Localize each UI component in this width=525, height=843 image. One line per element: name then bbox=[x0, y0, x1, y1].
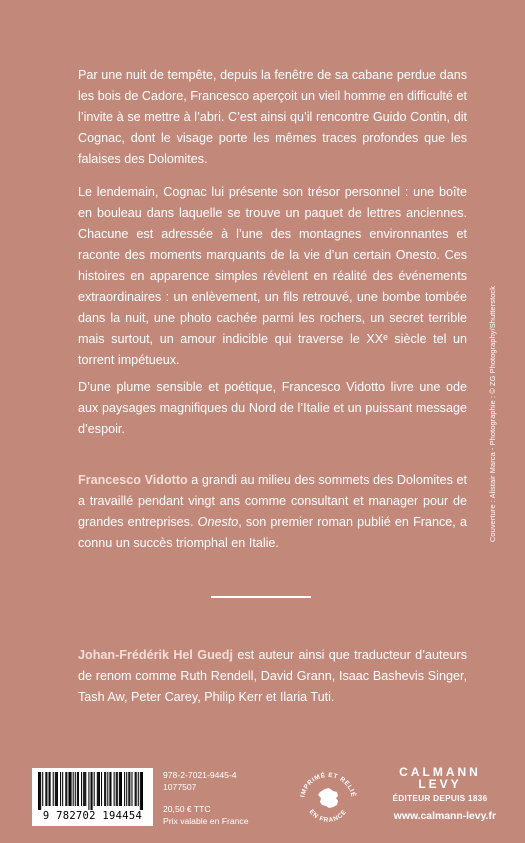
barcode-bar bbox=[83, 772, 84, 806]
barcode-bar bbox=[109, 772, 110, 806]
made-in-france-stamp bbox=[296, 767, 360, 831]
barcode-bar bbox=[128, 772, 129, 806]
barcode-bar bbox=[55, 772, 56, 806]
summary-paragraph-3 bbox=[78, 377, 467, 440]
isbn-block bbox=[163, 769, 237, 793]
barcode-bar bbox=[136, 772, 137, 806]
price-block bbox=[163, 803, 249, 827]
price-note: Prix valable en France bbox=[163, 816, 249, 826]
barcode-bar bbox=[126, 772, 127, 806]
barcode-bar bbox=[45, 772, 46, 806]
barcode-bar bbox=[73, 772, 74, 806]
book-title: Onesto bbox=[197, 515, 239, 529]
barcode-bar bbox=[68, 772, 69, 806]
barcode-bar bbox=[75, 772, 76, 806]
barcode-bar bbox=[101, 772, 102, 806]
barcode-bar bbox=[104, 772, 105, 806]
cover-credit: Couverture : Alistair Marca - Photographie : © ZG Photography/Shutterstock bbox=[488, 285, 497, 542]
barcode bbox=[32, 768, 153, 826]
isbn-number: 978-2-7021-9445-4 bbox=[163, 770, 237, 780]
barcode-bar bbox=[65, 772, 66, 806]
barcode-bar bbox=[53, 772, 54, 806]
translator-name: Johan-Frédérik Hel Guedj bbox=[78, 648, 233, 662]
stamp-top-text: IMPRIMÉ ET RELIÉ bbox=[299, 771, 357, 798]
summary-text-1: Par une nuit de tempête, depuis la fenêtre de sa cabane perdue dans les bois de Cadore, Francesco aperçoit un vieil homme en difficulté et l’invite à se mettre à l’abri. C’est ainsi qu’il rencontre Guido Contin, dit Cognac, dont le visage porte les mêmes traces profondes que les falaises des Dolomites. bbox=[78, 68, 467, 166]
barcode-bar bbox=[129, 772, 130, 806]
barcode-bar bbox=[119, 772, 120, 806]
barcode-bar bbox=[42, 772, 43, 806]
barcode-bar bbox=[71, 772, 72, 806]
summary-paragraph-2 bbox=[78, 182, 467, 371]
barcode-bar bbox=[107, 772, 108, 806]
author-name: Francesco Vidotto bbox=[78, 473, 188, 487]
product-code: 1077507 bbox=[163, 782, 197, 792]
barcode-bar bbox=[91, 772, 92, 810]
barcode-bar bbox=[94, 772, 95, 806]
price-amount: 20,50 € TTC bbox=[163, 804, 211, 814]
barcode-bar bbox=[78, 772, 79, 806]
section-divider bbox=[211, 596, 311, 598]
barcode-bar bbox=[88, 772, 89, 810]
barcode-bar bbox=[81, 772, 82, 806]
barcode-bar bbox=[105, 772, 106, 806]
publisher-since: ÉDITEUR DEPUIS 1836 bbox=[392, 794, 488, 803]
barcode-bar bbox=[114, 772, 115, 806]
barcode-bar bbox=[84, 772, 85, 806]
barcode-bar bbox=[97, 772, 98, 806]
barcode-bar bbox=[92, 772, 93, 810]
stamp-bottom-text: EN FRANCE bbox=[307, 808, 349, 824]
publisher-name-line1: CALMANN bbox=[399, 765, 481, 779]
barcode-bar bbox=[60, 772, 61, 806]
summary-text-2: Le lendemain, Cognac lui présente son trésor personnel : une boîte en bouleau dans laquelle se trouve un paquet de lettres anciennes. Chacune est adressée à l’une des montagnes environnantes et raconte des moments marquants de la vie d’un certain Onesto. Ces histoires en apparence simples révèlent en réalité des événements extraordinaires : un enlèvement, un fils retrouvé, une bombe tombée dans la nuit, une photo cachée parmi les rochers, un secret terrible mais surtout, un amour indicible qui traverse le XXᵉ siècle tel un torrent impétueux. bbox=[78, 185, 467, 367]
barcode-bar bbox=[66, 772, 67, 806]
barcode-bar bbox=[85, 772, 86, 806]
translator-bio-rest: est auteur ainsi que traducteur d’auteurs de renom comme Ruth Rendell, David Grann, Isaac Bashevis Singer, Tash Aw, Peter Carey, Philip Kerr et Ilaria Tuti. bbox=[78, 648, 467, 704]
barcode-bar bbox=[120, 772, 121, 806]
publisher-name-line2: LEVY bbox=[418, 777, 462, 791]
summary-paragraph-1 bbox=[78, 65, 467, 170]
barcode-bar bbox=[141, 772, 142, 810]
author-bio bbox=[78, 470, 467, 554]
author-bio-text-a: a grandi au milieu des sommets des Dolomites et a travaillé pendant vingt ans comme consultant et manager pour de grandes entreprises. bbox=[78, 473, 467, 529]
france-map-icon bbox=[318, 788, 338, 808]
publisher-logo bbox=[384, 765, 496, 803]
publisher-url: www.calmann-levy.fr bbox=[393, 811, 496, 822]
barcode-bar bbox=[98, 772, 99, 806]
barcode-bar bbox=[49, 772, 50, 806]
author-bio-text-b: , son premier roman publié en France, a connu un succès triomphal en Italie. bbox=[78, 515, 467, 550]
barcode-bar bbox=[70, 772, 71, 806]
barcode-bar bbox=[46, 772, 47, 806]
barcode-bar bbox=[131, 772, 132, 806]
barcode-bar bbox=[117, 772, 118, 806]
barcode-bar bbox=[135, 772, 136, 806]
barcode-bar bbox=[40, 772, 41, 810]
barcode-bar bbox=[138, 772, 139, 806]
barcode-bar bbox=[57, 772, 58, 806]
barcode-bar bbox=[116, 772, 117, 806]
barcode-bar bbox=[121, 772, 122, 806]
barcode-bar bbox=[124, 772, 125, 806]
barcode-bar bbox=[39, 772, 40, 810]
barcode-bar bbox=[140, 772, 141, 810]
svg-text:EN FRANCE bbox=[308, 808, 349, 824]
author-bio-text bbox=[78, 470, 467, 554]
barcode-bars bbox=[38, 772, 147, 810]
barcode-bar bbox=[62, 772, 63, 806]
barcode-bar bbox=[56, 772, 57, 806]
barcode-bar bbox=[77, 772, 78, 806]
barcode-bar bbox=[110, 772, 111, 806]
barcode-digits: 9 782702 194454 bbox=[42, 810, 143, 822]
barcode-bar bbox=[142, 772, 143, 810]
barcode-bar bbox=[38, 772, 39, 810]
translator-bio-text bbox=[78, 645, 467, 708]
summary-text-3: D’une plume sensible et poétique, Francesco Vidotto livre une ode aux paysages magnifiques du Nord de l’Italie et un puissant message d’espoir. bbox=[78, 380, 467, 436]
translator-bio bbox=[78, 645, 467, 708]
barcode-bar bbox=[99, 772, 100, 806]
barcode-bar bbox=[50, 772, 51, 806]
